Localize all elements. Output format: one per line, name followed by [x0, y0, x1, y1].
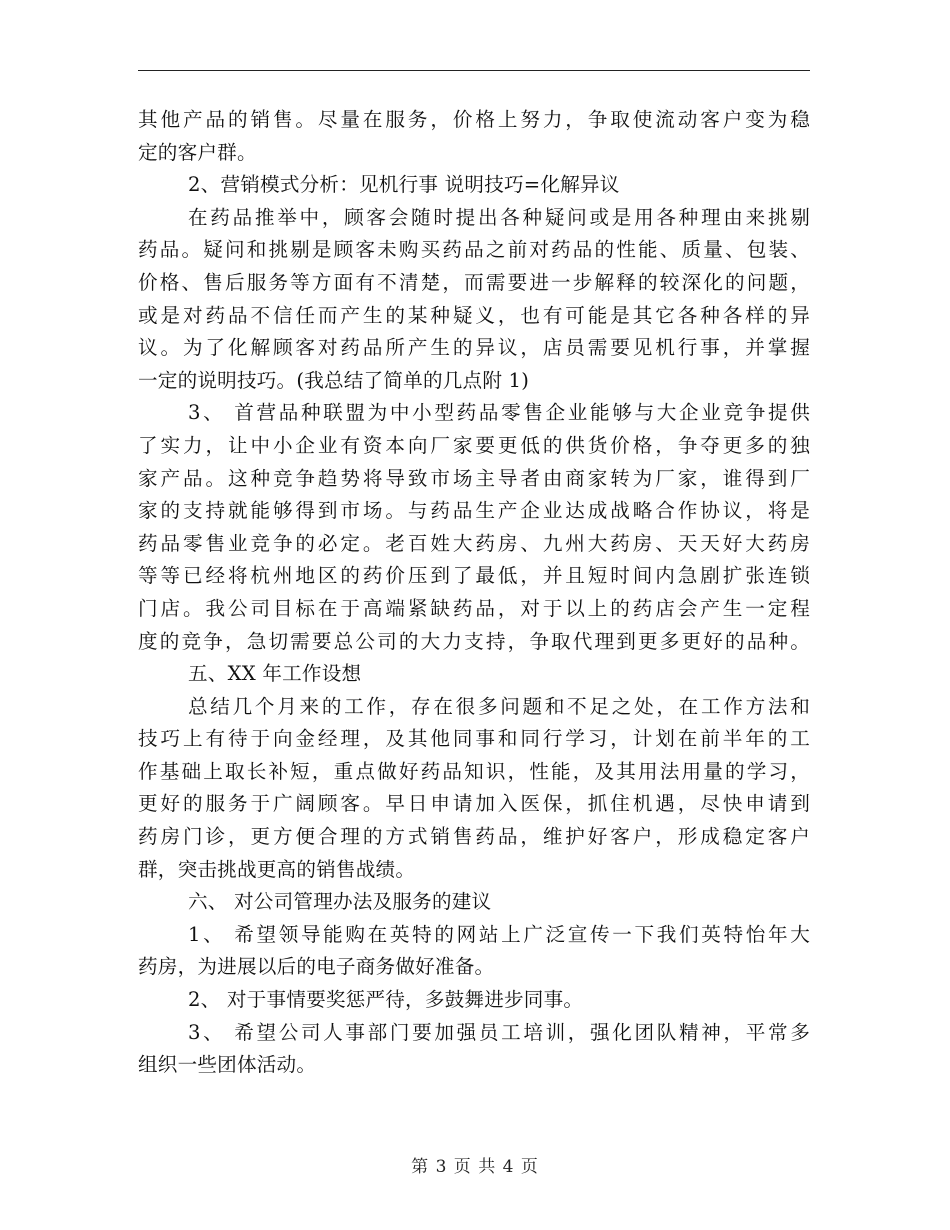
text-line: 议。为了化解顾客对药品所产生的异议，店员需要见机行事，并掌握: [138, 336, 810, 360]
text-line: 六、 对公司管理办法及服务的建议: [188, 890, 492, 914]
text-line: 群，突击挑战更高的销售战绩。: [138, 857, 416, 881]
text-line: 3、 首营品种联盟为中小型药品零售企业能够与大企业竞争提供: [188, 401, 810, 425]
text-line: 了实力，让中小企业有资本向厂家要更低的供货价格，争夺更多的独: [138, 433, 810, 457]
text-line: 技巧上有待于向金经理，及其他同事和同行学习，计划在前半年的工: [138, 727, 810, 751]
text-line: 在药品推举中，顾客会随时提出各种疑问或是用各种理由来挑剔: [188, 205, 810, 229]
text-line: 2、 对于事情要奖惩严待，多鼓舞进步同事。: [188, 988, 584, 1012]
text-line: 组织一些团体活动。: [138, 1053, 317, 1077]
page-footer: 第 3 页 共 4 页: [411, 1157, 539, 1177]
text-line: 其他产品的销售。尽量在服务，价格上努力，争取使流动客户变为稳: [138, 108, 810, 131]
text-line: 价格、售后服务等方面有不清楚，而需要进一步解释的较深化的问题，: [138, 270, 810, 294]
text-line: 1、 希望领导能购在英特的网站上广泛宣传一下我们英特怡年大: [188, 922, 810, 946]
text-line: 一定的说明技巧。(我总结了简单的几点附 1): [138, 368, 530, 392]
text-line: 总结几个月来的工作，存在很多问题和不足之处，在工作方法和: [188, 694, 810, 718]
text-line: 五、XX 年工作设想: [188, 662, 362, 686]
text-line: 作基础上取长补短，重点做好药品知识，性能，及其用法用量的学习，: [138, 759, 810, 783]
text-line: 家的支持就能够得到市场。与药品生产企业达成战略合作协议，将是: [138, 499, 810, 523]
text-line: 药房门诊，更方便合理的方式销售药品，维护好客户，形成稳定客户: [138, 825, 810, 849]
text-line: 或是对药品不信任而产生的某种疑义，也有可能是其它各种各样的异: [138, 303, 810, 327]
text-line: 等等已经将杭州地区的药价压到了最低，并且短时间内急剧扩张连锁: [138, 564, 810, 588]
text-line: 药房，为进展以后的电子商务做好准备。: [138, 955, 495, 979]
header-rule: [138, 70, 810, 71]
text-line: 3、 希望公司人事部门要加强员工培训，强化团队精神，平常多: [188, 1020, 810, 1044]
text-line: 更好的服务于广阔顾客。早日申请加入医保，抓住机遇，尽快申请到: [138, 792, 810, 816]
text-line: 门店。我公司目标在于高端紧缺药品，对于以上的药店会产生一定程: [138, 596, 810, 620]
text-line: 定的客户群。: [138, 140, 257, 164]
text-line: 家产品。这种竞争趋势将导致市场主导者由商家转为厂家，谁得到厂: [138, 466, 810, 490]
text-line: 药品。疑问和挑剔是顾客未购买药品之前对药品的性能、质量、包装、: [138, 238, 810, 262]
text-line: 2、营销模式分析：见机行事 说明技巧=化解异议: [188, 173, 620, 197]
text-line: 药品零售业竞争的必定。老百姓大药房、九州大药房、天天好大药房: [138, 531, 810, 555]
text-line: 度的竞争，急切需要总公司的大力支持，争取代理到更多更好的品种。: [138, 629, 810, 653]
body-text: [138, 104, 810, 1082]
